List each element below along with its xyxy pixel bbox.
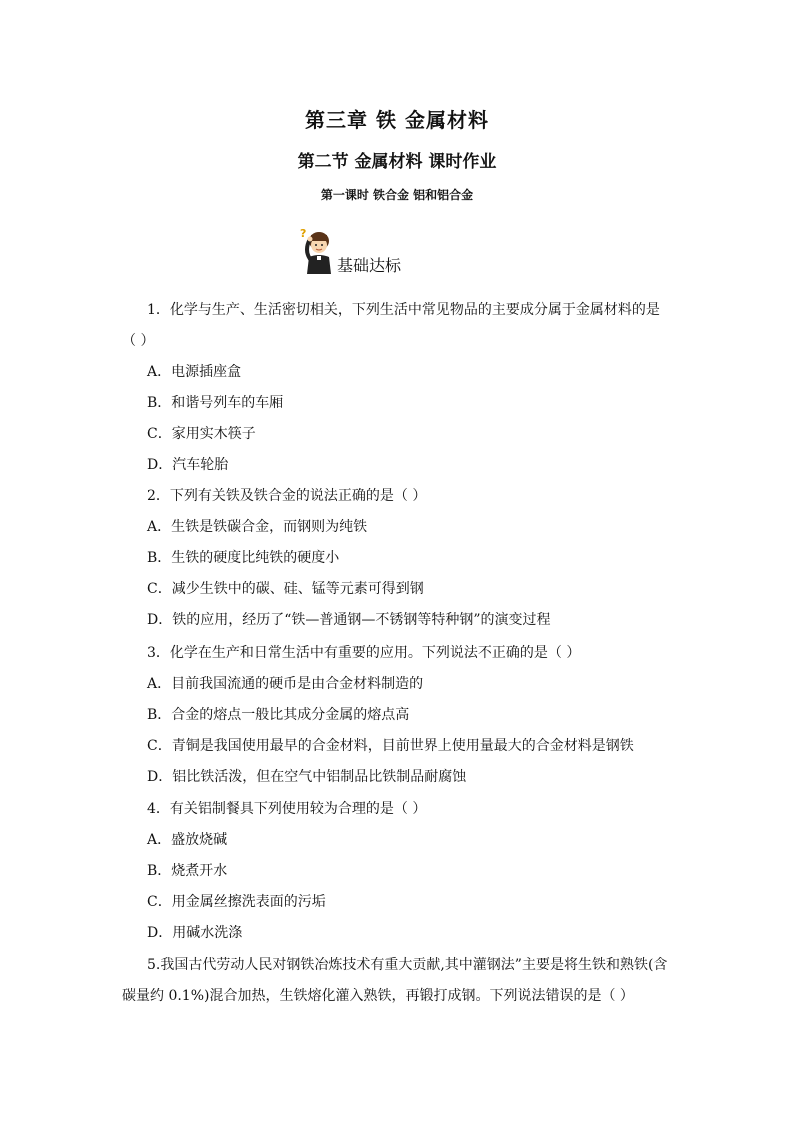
question-5-stem: 5.我国古代劳动人民对钢铁冶炼技术有重大贡献,其中灌钢法”主要是将生铁和熟铁(含 bbox=[147, 957, 668, 973]
question-1-blank: （ ） bbox=[122, 333, 155, 349]
question-4-option-b: B．烧煮开水 bbox=[147, 863, 228, 879]
question-3-option-b: B．合金的熔点一般比其成分金属的熔点高 bbox=[147, 707, 410, 723]
question-1-stem: 1．化学与生产、生活密切相关，下列生活中常见物品的主要成分属于金属材料的是 bbox=[147, 302, 660, 318]
question-4-stem: 4．有关铝制餐具下列使用较为合理的是（ ） bbox=[147, 801, 427, 817]
question-4-option-d: D．用碱水洗涤 bbox=[147, 925, 243, 941]
question-1-option-d: D．汽车轮胎 bbox=[147, 457, 229, 473]
question-2-option-b: B．生铁的硬度比纯铁的硬度小 bbox=[147, 550, 340, 566]
question-3-stem: 3．化学在生产和日常生活中有重要的应用。下列说法不正确的是（ ） bbox=[147, 645, 581, 661]
section-title: 第二节 金属材料 课时作业 bbox=[297, 152, 497, 172]
question-3-option-c: C．青铜是我国使用最早的合金材料，目前世界上使用量最大的合金材料是钢铁 bbox=[147, 738, 634, 754]
thinking-student-icon bbox=[299, 226, 339, 276]
question-1-option-c: C．家用实木筷子 bbox=[147, 426, 256, 442]
question-2-option-c: C．减少生铁中的碳、硅、锰等元素可得到钢 bbox=[147, 581, 424, 597]
question-1-option-b: B．和谐号列车的车厢 bbox=[147, 395, 284, 411]
question-5-stem-continued: 碳量约 0.1%)混合加热，生铁熔化灌入熟铁，再锻打成钢。下列说法错误的是（ ） bbox=[122, 988, 634, 1004]
question-3-option-d: D．铝比铁活泼，但在空气中铝制品比铁制品耐腐蚀 bbox=[147, 769, 467, 785]
question-4-option-a: A．盛放烧碱 bbox=[147, 832, 228, 848]
chapter-title: 第三章 铁 金属材料 bbox=[305, 108, 489, 132]
question-2-stem: 2．下列有关铁及铁合金的说法正确的是（ ） bbox=[147, 488, 427, 504]
lesson-title: 第一课时 铁合金 铝和铝合金 bbox=[320, 188, 474, 202]
question-2-option-a: A．生铁是铁碳合金，而钢则为纯铁 bbox=[147, 519, 368, 535]
question-1-option-a: A．电源插座盒 bbox=[147, 364, 242, 380]
badge-label: 基础达标 bbox=[337, 256, 402, 275]
question-3-option-a: A．目前我国流通的硬币是由合金材料制造的 bbox=[147, 676, 424, 692]
svg-text:?: ? bbox=[300, 227, 307, 240]
question-2-option-d: D．铁的应用，经历了“铁—普通钢—不锈钢等特种钢”的演变过程 bbox=[147, 612, 551, 628]
question-4-option-c: C．用金属丝擦洗表面的污垢 bbox=[147, 894, 326, 910]
